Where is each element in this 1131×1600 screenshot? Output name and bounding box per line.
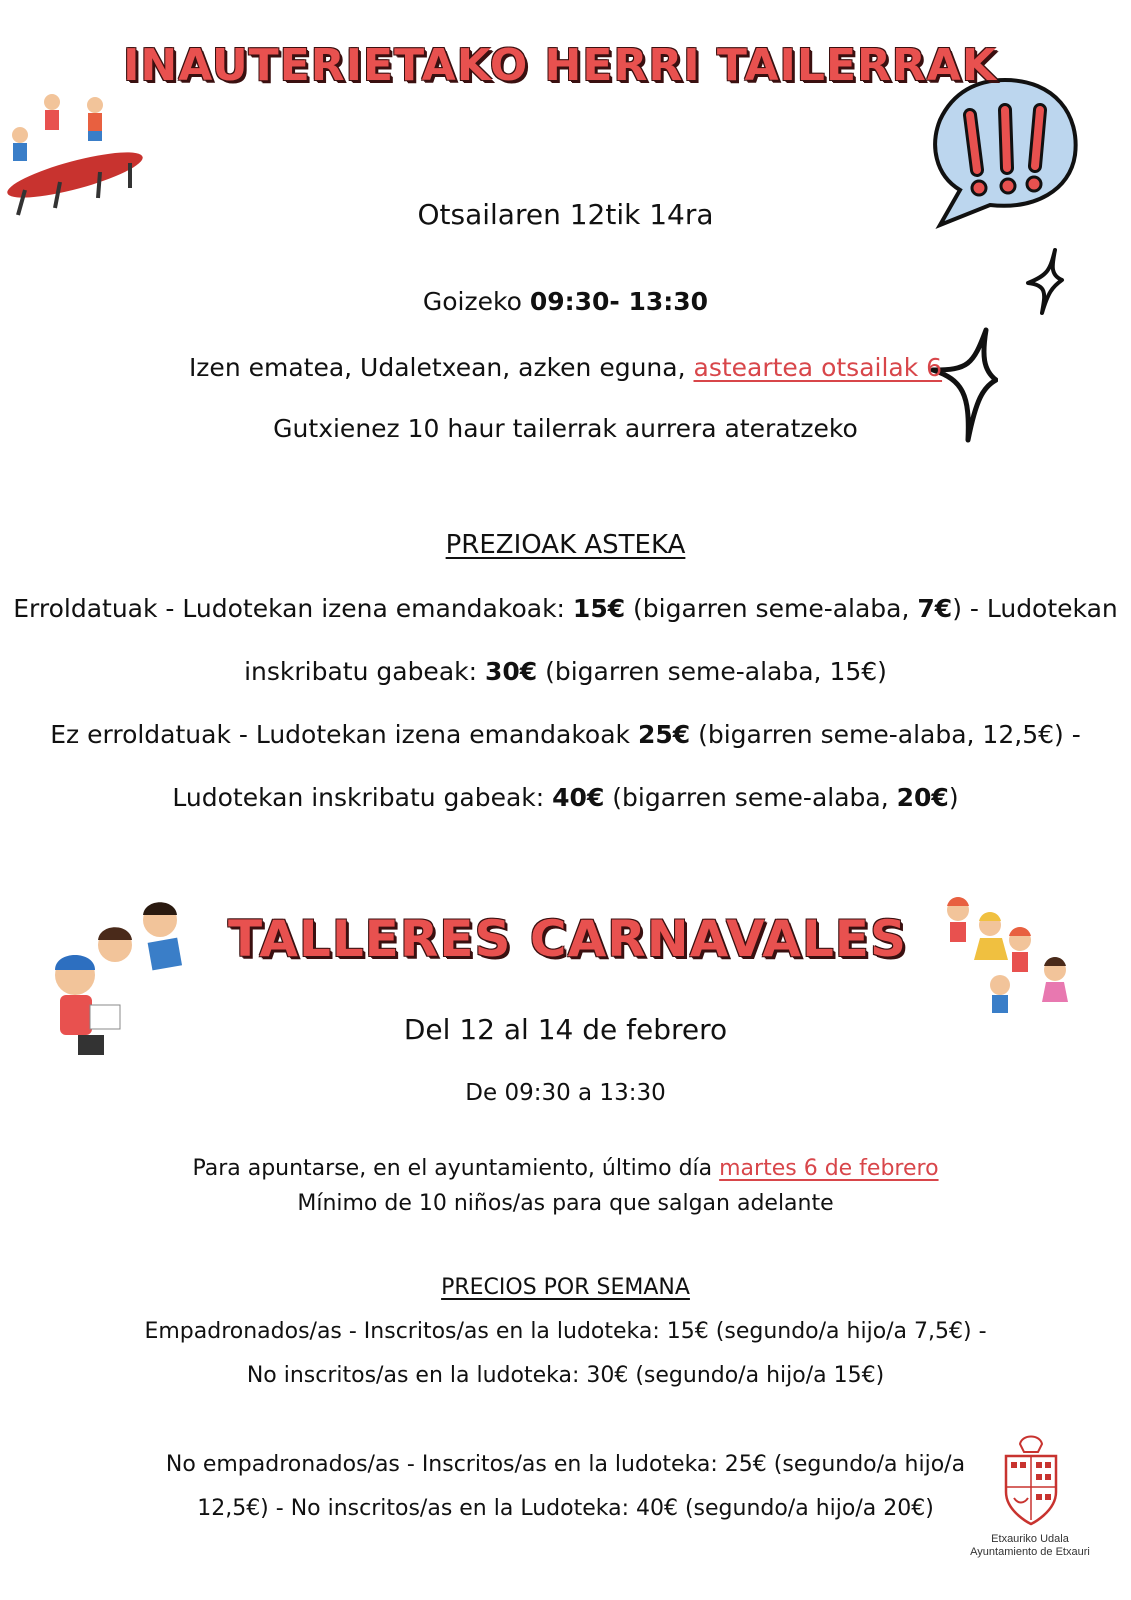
spanish-title: TALLERES CARNAVALES bbox=[228, 910, 907, 968]
basque-minimum: Gutxienez 10 haur tailerrak aurrera ateratzeko bbox=[273, 414, 858, 443]
basque-price-line-2: inskribatu gabeak: 30€ (bigarren seme-alaba, 15€) bbox=[244, 657, 887, 686]
spanish-price-line-2: No inscritos/as en la ludoteka: 30€ (segundo/a hijo/a 15€) bbox=[246, 1363, 885, 1388]
footer-municipality bbox=[950, 1533, 1110, 1559]
basque-registration-text: Izen ematea, Udaletxean, azken eguna, bbox=[188, 353, 694, 382]
footer-line-basque: Etxauriko Udala bbox=[991, 1533, 1069, 1545]
spanish-prices-group-1 bbox=[0, 1310, 1131, 1398]
footer-line-spanish: Ayuntamiento de Etxauri bbox=[970, 1546, 1090, 1558]
basque-price-line-4: Ludotekan inskribatu gabeak: 40€ (bigarren seme-alaba, 20€) bbox=[172, 783, 959, 812]
spanish-price-line-1: Empadronados/as - Inscritos/as en la ludoteka: 15€ (segundo/a hijo/a 7,5€) - bbox=[144, 1319, 987, 1344]
municipal-crest-icon bbox=[1000, 1432, 1062, 1530]
spanish-prices-heading: PRECIOS POR SEMANA bbox=[441, 1275, 690, 1300]
basque-schedule bbox=[0, 287, 1131, 316]
basque-prices-list bbox=[0, 577, 1131, 829]
basque-registration-deadline[interactable]: asteartea otsailak 6 bbox=[693, 353, 943, 382]
spanish-prices-group-2 bbox=[0, 1443, 1131, 1531]
spanish-schedule: De 09:30 a 13:30 bbox=[465, 1080, 666, 1106]
basque-title: INAUTERIETAKO HERRI TAILERRAK bbox=[123, 40, 997, 91]
basque-schedule-prefix: Goizeko bbox=[422, 287, 530, 316]
spanish-registration-deadline[interactable]: martes 6 de febrero bbox=[719, 1156, 939, 1181]
basque-registration bbox=[0, 353, 1131, 382]
basque-dates: Otsailaren 12tik 14ra bbox=[417, 198, 714, 231]
basque-price-line-3: Ez erroldatuak - Ludotekan izena emandakoak 25€ (bigarren seme-alaba, 12,5€) - bbox=[50, 720, 1081, 749]
spanish-price-line-3: No empadronados/as - Inscritos/as en la ludoteka: 25€ (segundo/a hijo/a bbox=[165, 1452, 966, 1477]
basque-price-line-1: Erroldatuak - Ludotekan izena emandakoak: 15€ (bigarren seme-alaba, 7€) - Ludotekan bbox=[13, 594, 1118, 623]
spanish-minimum: Mínimo de 10 niños/as para que salgan adelante bbox=[297, 1191, 834, 1216]
spanish-registration bbox=[0, 1156, 1131, 1181]
spanish-dates: Del 12 al 14 de febrero bbox=[403, 1013, 728, 1046]
basque-prices-heading: PREZIOAK ASTEKA bbox=[445, 530, 686, 560]
spanish-price-line-4: 12,5€) - No inscritos/as en la Ludoteka: 40€ (segundo/a hijo/a 20€) bbox=[197, 1496, 934, 1521]
kids-playing-illustration bbox=[930, 890, 1075, 1030]
basque-schedule-time: 09:30- 13:30 bbox=[529, 287, 709, 316]
spanish-registration-text: Para apuntarse, en el ayuntamiento, último día bbox=[192, 1156, 720, 1181]
